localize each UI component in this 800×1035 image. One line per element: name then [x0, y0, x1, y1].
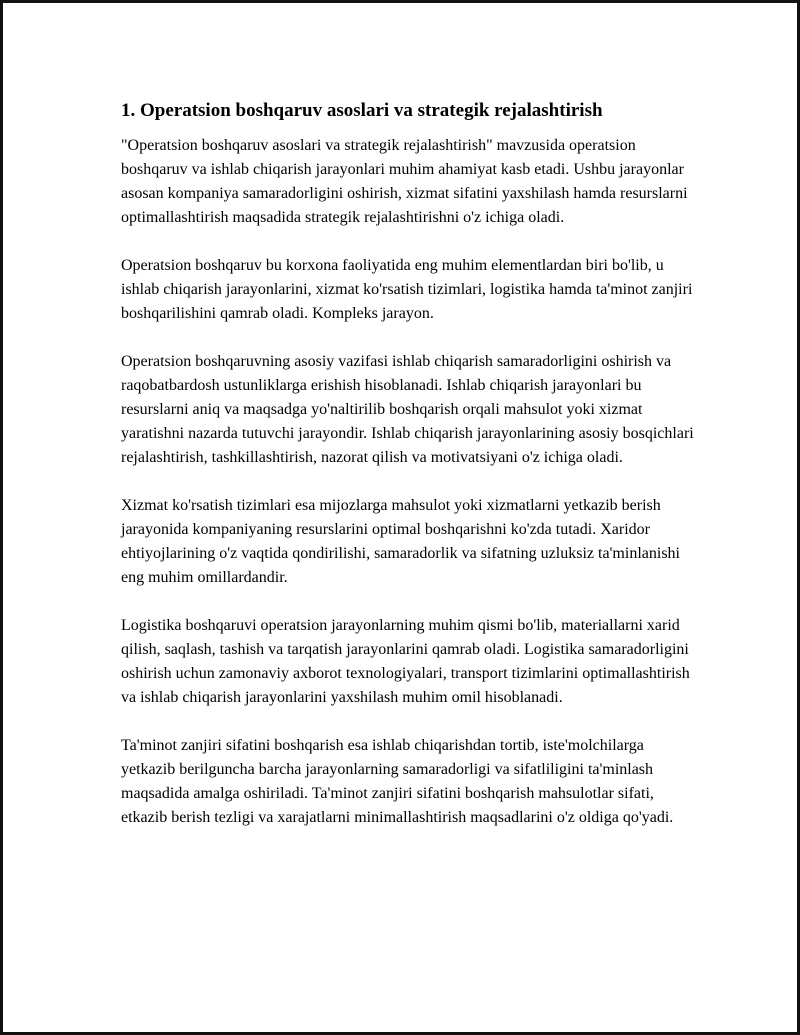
paragraph-1: "Operatsion boshqaruv asoslari va strategik rejalashtirish" mavzusida operatsion boshqaruv va ishlab chiqarish jarayonlari muhim ahamiyat kasb etadi. Ushbu jarayonlar asosan kompaniya samaradorligini oshirish, xizmat sifatini yaxshilash hamda resurslarni optimallashtirish maqsadida strategik rejalashtirishni o'z ichiga oladi. — [121, 137, 688, 226]
paragraph-5: Logistika boshqaruvi operatsion jarayonlarning muhim qismi bo'lib, materiallarni xarid qilish, saqlash, tashish va tarqatish jarayonlarini qamrab oladi. Logistika samaradorligini oshirish uchun zamonaviy axborot texnologiyalari, transport tizimlarini optimallashtirish va ishlab chiqarish jarayonlarini yaxshilash muhim omil hisoblanadi. — [121, 617, 690, 706]
paragraph-2: Operatsion boshqaruv bu korxona faoliyatida eng muhim elementlardan biri bo'lib, u ishlab chiqarish jarayonlarini, xizmat ko'rsatish tizimlari, logistika hamda ta'minot zanjiri boshqarilishini qamrab oladi. Kompleks jarayon. — [121, 257, 693, 322]
paragraph-6: Ta'minot zanjiri sifatini boshqarish esa ishlab chiqarishdan tortib, iste'molchilarga yetkazib berilguncha barcha jarayonlarning samaradorligi va sifatliligini ta'minlash maqsadida amalga oshiriladi. Ta'minot zanjiri sifatini boshqarish mahsulotlar sifati, etkazib berish tezligi va xarajatlarni minimallashtirish maqsadlarini o'z oldiga qo'yadi. — [121, 737, 674, 826]
document-content — [121, 97, 701, 854]
section-heading: 1. Operatsion boshqaruv asoslari va strategik rejalashtirish — [121, 100, 603, 121]
paragraph-3: Operatsion boshqaruvning asosiy vazifasi ishlab chiqarish samaradorligini oshirish va raqobatbardosh ustunliklarga erishish hisoblanadi. Ishlab chiqarish jarayonlari bu resurslarni aniq va maqsadga yo'naltirilib boshqarish orqali mahsulot yoki xizmat yaratishni nazarda tutuvchi jarayondir. Ishlab chiqarish jarayonlarining asosiy bosqichlari rejalashtirish, tashkillashtirish, nazorat qilish va motivatsiyani o'z ichiga oladi. — [121, 353, 694, 466]
paragraph-4: Xizmat ko'rsatish tizimlari esa mijozlarga mahsulot yoki xizmatlarni yetkazib berish jarayonida kompaniyaning resurslarini optimal boshqarishni ko'zda tutadi. Xaridor ehtiyojlarining o'z vaqtida qondirilishi, samaradorlik va sifatning uzluksiz ta'minlanishi eng muhim omillardandir. — [121, 497, 680, 586]
